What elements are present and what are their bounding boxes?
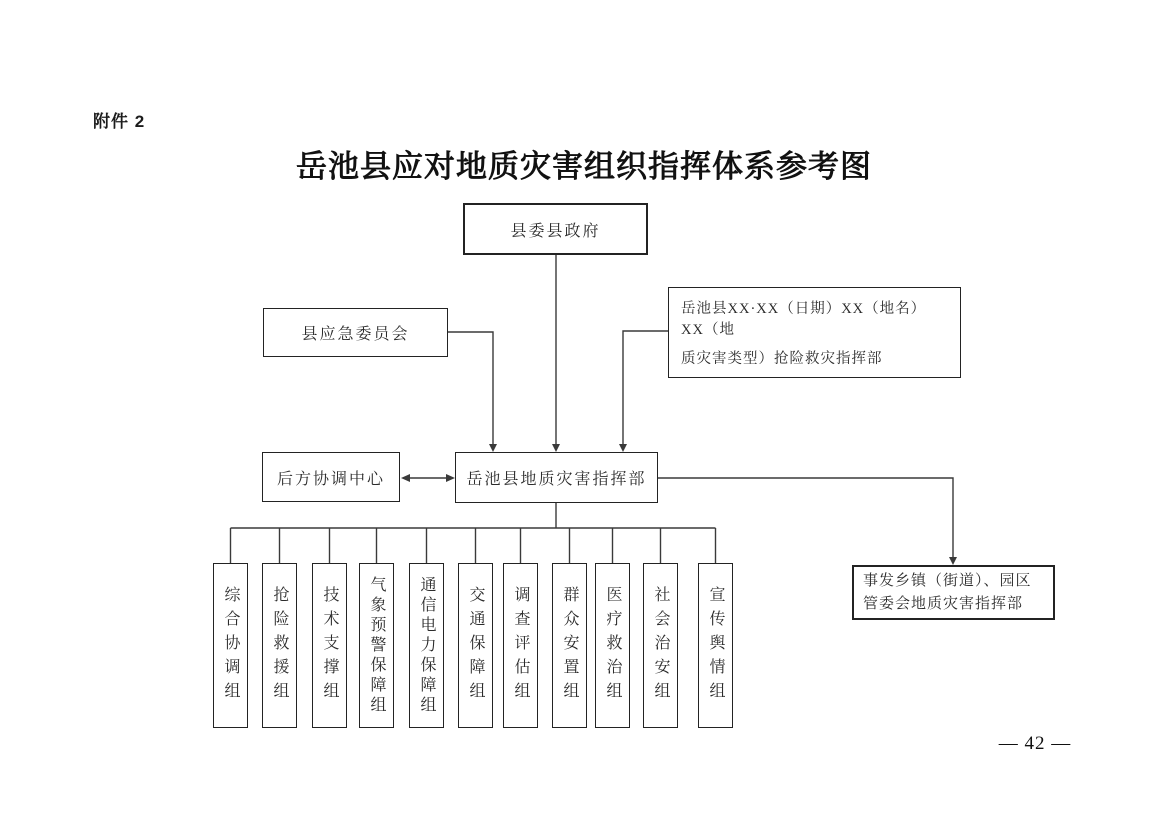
group-mass-resettlement: 群众安置组 (552, 563, 587, 728)
node-rear-coordination-center: 后方协调中心 (262, 452, 400, 502)
group-social-security: 社会治安组 (643, 563, 678, 728)
node-county-disaster-hq: 岳池县地质灾害指挥部 (455, 452, 658, 503)
attachment-label: 附件 2 (93, 112, 146, 131)
connector-rescuehq-to-hq (623, 331, 668, 445)
group-meteorological-warning: 气象预警保障组 (359, 563, 394, 728)
group-transportation-support: 交通保障组 (458, 563, 493, 728)
diagram-title: 岳池县应对地质灾害组织指挥体系参考图 (296, 149, 872, 184)
node-rescue-headquarters (668, 287, 961, 378)
township-hq-line2: 管委会地质灾害指挥部 (863, 595, 1024, 612)
node-township-disaster-hq (852, 565, 1055, 620)
group-comprehensive-coordination: 综合协调组 (213, 563, 248, 728)
rescue-hq-line2: 质灾害类型）抢险救灾指挥部 (681, 351, 883, 368)
node-county-government: 县委县政府 (463, 203, 648, 255)
group-communication-power: 通信电力保障组 (409, 563, 444, 728)
group-medical-treatment: 医疗救治组 (595, 563, 630, 728)
group-emergency-rescue: 抢险救援组 (262, 563, 297, 728)
connector-committee-to-hq (448, 332, 493, 445)
group-publicity-opinion: 宣传舆情组 (698, 563, 733, 728)
township-hq-line1: 事发乡镇（街道）、园区 (863, 572, 1032, 589)
group-investigation-assessment: 调查评估组 (503, 563, 538, 728)
connector-hq-to-township (658, 478, 953, 558)
page-number: — 42 — (998, 733, 1072, 754)
rescue-hq-line1: 岳池县XX·XX（日期）XX（地名）XX（地 (681, 300, 927, 338)
node-emergency-committee: 县应急委员会 (263, 308, 448, 357)
group-technical-support: 技术支撑组 (312, 563, 347, 728)
